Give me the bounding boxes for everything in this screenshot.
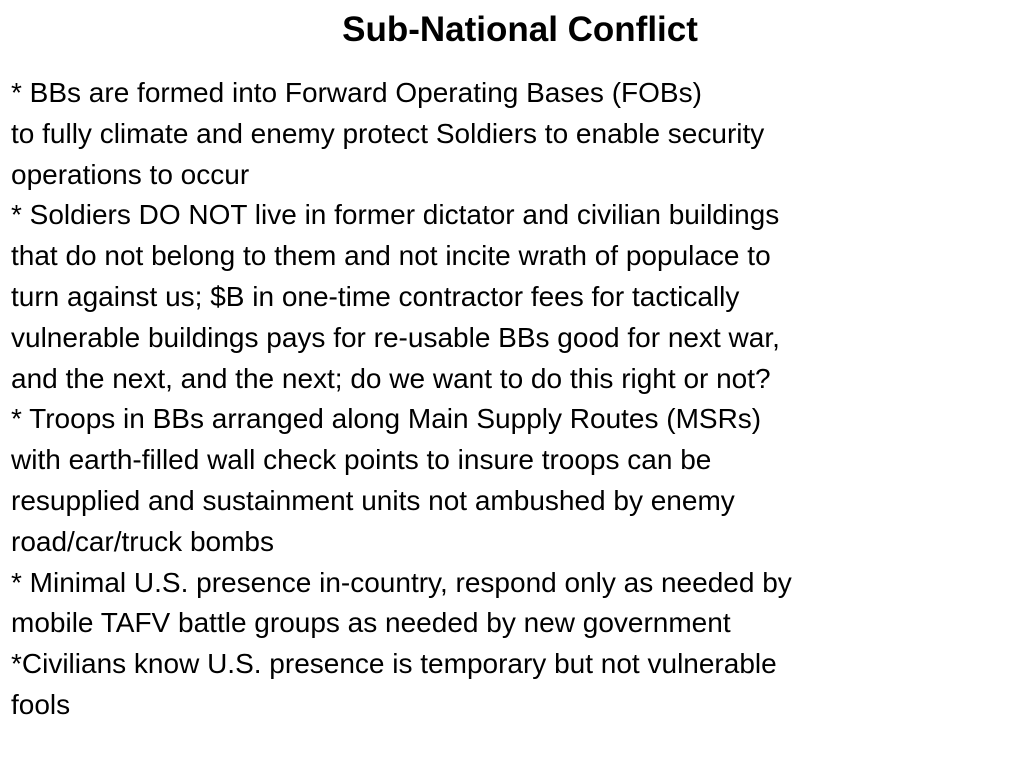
- body-line: * Minimal U.S. presence in-country, respond only as needed by: [11, 566, 792, 598]
- body-line: * BBs are formed into Forward Operating Bases (FOBs): [11, 77, 702, 108]
- body-line: turn against us; $B in one-time contractor fees for tactically: [11, 280, 740, 312]
- body-line: road/car/truck bombs: [11, 525, 274, 557]
- body-line: operations to occur: [11, 158, 250, 190]
- body-line: * Troops in BBs arranged along Main Supply Routes (MSRs): [11, 403, 762, 435]
- slide-body-text: [11, 73, 1016, 726]
- body-line: and the next, and the next; do we want to do this right or not?: [11, 362, 771, 394]
- body-line: vulnerable buildings pays for re-usable BBs good for next war,: [11, 321, 780, 353]
- body-line: *Civilians know U.S. presence is temporary but not vulnerable: [11, 648, 777, 680]
- body-line: fools: [11, 688, 71, 720]
- slide-title: Sub-National Conflict: [342, 10, 698, 49]
- body-line: mobile TAFV battle groups as needed by new government: [11, 607, 731, 639]
- body-line: to fully climate and enemy protect Soldiers to enable security: [11, 117, 765, 149]
- body-line: * Soldiers DO NOT live in former dictator and civilian buildings: [11, 199, 780, 231]
- body-line: with earth-filled wall check points to insure troops can be: [11, 444, 712, 476]
- body-line: resupplied and sustainment units not ambushed by enemy: [11, 484, 735, 516]
- body-line: that do not belong to them and not incite wrath of populace to: [11, 240, 771, 272]
